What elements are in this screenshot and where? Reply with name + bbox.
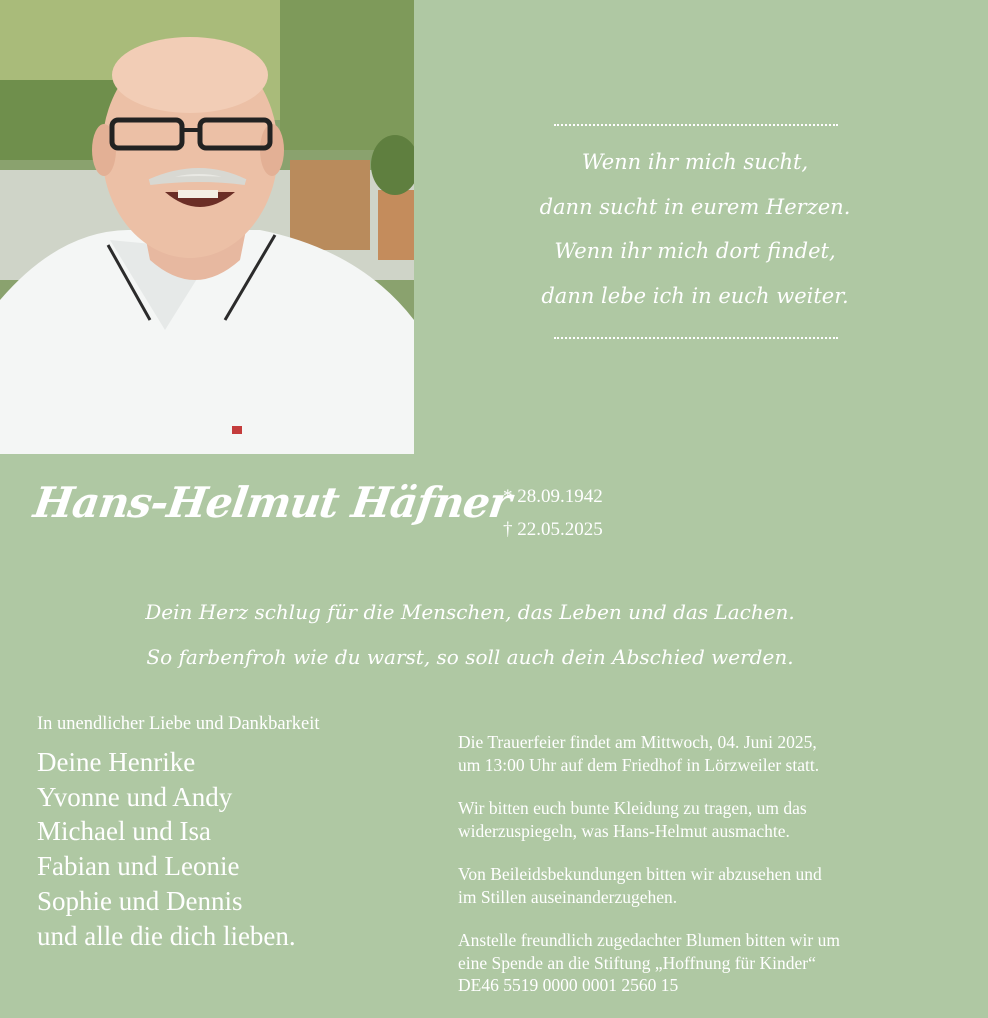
- mourners-intro: In unendlicher Liebe und Dankbarkeit: [37, 714, 320, 734]
- poem-line: Wenn ihr mich sucht,: [581, 150, 809, 174]
- notice-line: Wir bitten euch bunte Kleidung zu tragen, um das: [458, 798, 807, 818]
- notice-line: Von Beileidsbekundungen bitten wir abzusehen und: [458, 864, 822, 884]
- mourners-list: [37, 745, 320, 953]
- deceased-name: Hans-Helmut Häfner: [30, 478, 514, 527]
- mourners-block: [37, 711, 320, 953]
- poem-line: dann sucht in eurem Herzen.: [539, 194, 851, 219]
- iban: DE46 5519 0000 0001 2560 15: [458, 975, 679, 995]
- notice-line: widerzuspiegeln, was Hans-Helmut ausmachte.: [458, 820, 790, 841]
- mourner-name: Yvonne und Andy: [37, 781, 233, 812]
- memorial-quote: [0, 590, 940, 680]
- poem-top-divider: [554, 124, 838, 126]
- poem: [520, 140, 870, 318]
- birth-date: * 28.09.1942: [503, 486, 603, 507]
- death-date: † 22.05.2025: [503, 519, 603, 540]
- notice-line: Die Trauerfeier findet am Mittwoch, 04. Juni 2025,: [458, 732, 817, 752]
- funeral-notices: [458, 710, 928, 1018]
- quote-line: Dein Herz schlug für die Menschen, das Leben und das Lachen.: [145, 600, 795, 624]
- notice-line: im Stillen auseinanderzugehen.: [458, 886, 678, 907]
- mourner-name: Fabian und Leonie: [37, 851, 240, 882]
- poem-line: dann lebe ich in euch weiter.: [541, 283, 849, 308]
- notice-line: eine Spende an die Stiftung „Hoffnung für Kinder“: [458, 952, 816, 973]
- quote-line: So farbenfroh wie du warst, so soll auch dein Abschied werden.: [146, 645, 794, 669]
- life-dates: [503, 480, 603, 546]
- notice-line: Anstelle freundlich zugedachter Blumen bitten wir um: [458, 930, 840, 950]
- notice-line: um 13:00 Uhr auf dem Friedhof in Lörzweiler statt.: [458, 754, 820, 775]
- mourner-name: Sophie und Dennis: [37, 885, 243, 916]
- mourner-name: Deine Henrike: [37, 747, 196, 777]
- poem-bottom-divider: [554, 337, 838, 339]
- mourner-name: und alle die dich lieben.: [37, 920, 296, 951]
- mourner-name: Michael und Isa: [37, 816, 211, 847]
- poem-line: Wenn ihr mich dort findet,: [554, 239, 836, 263]
- portrait-photo: [0, 0, 414, 454]
